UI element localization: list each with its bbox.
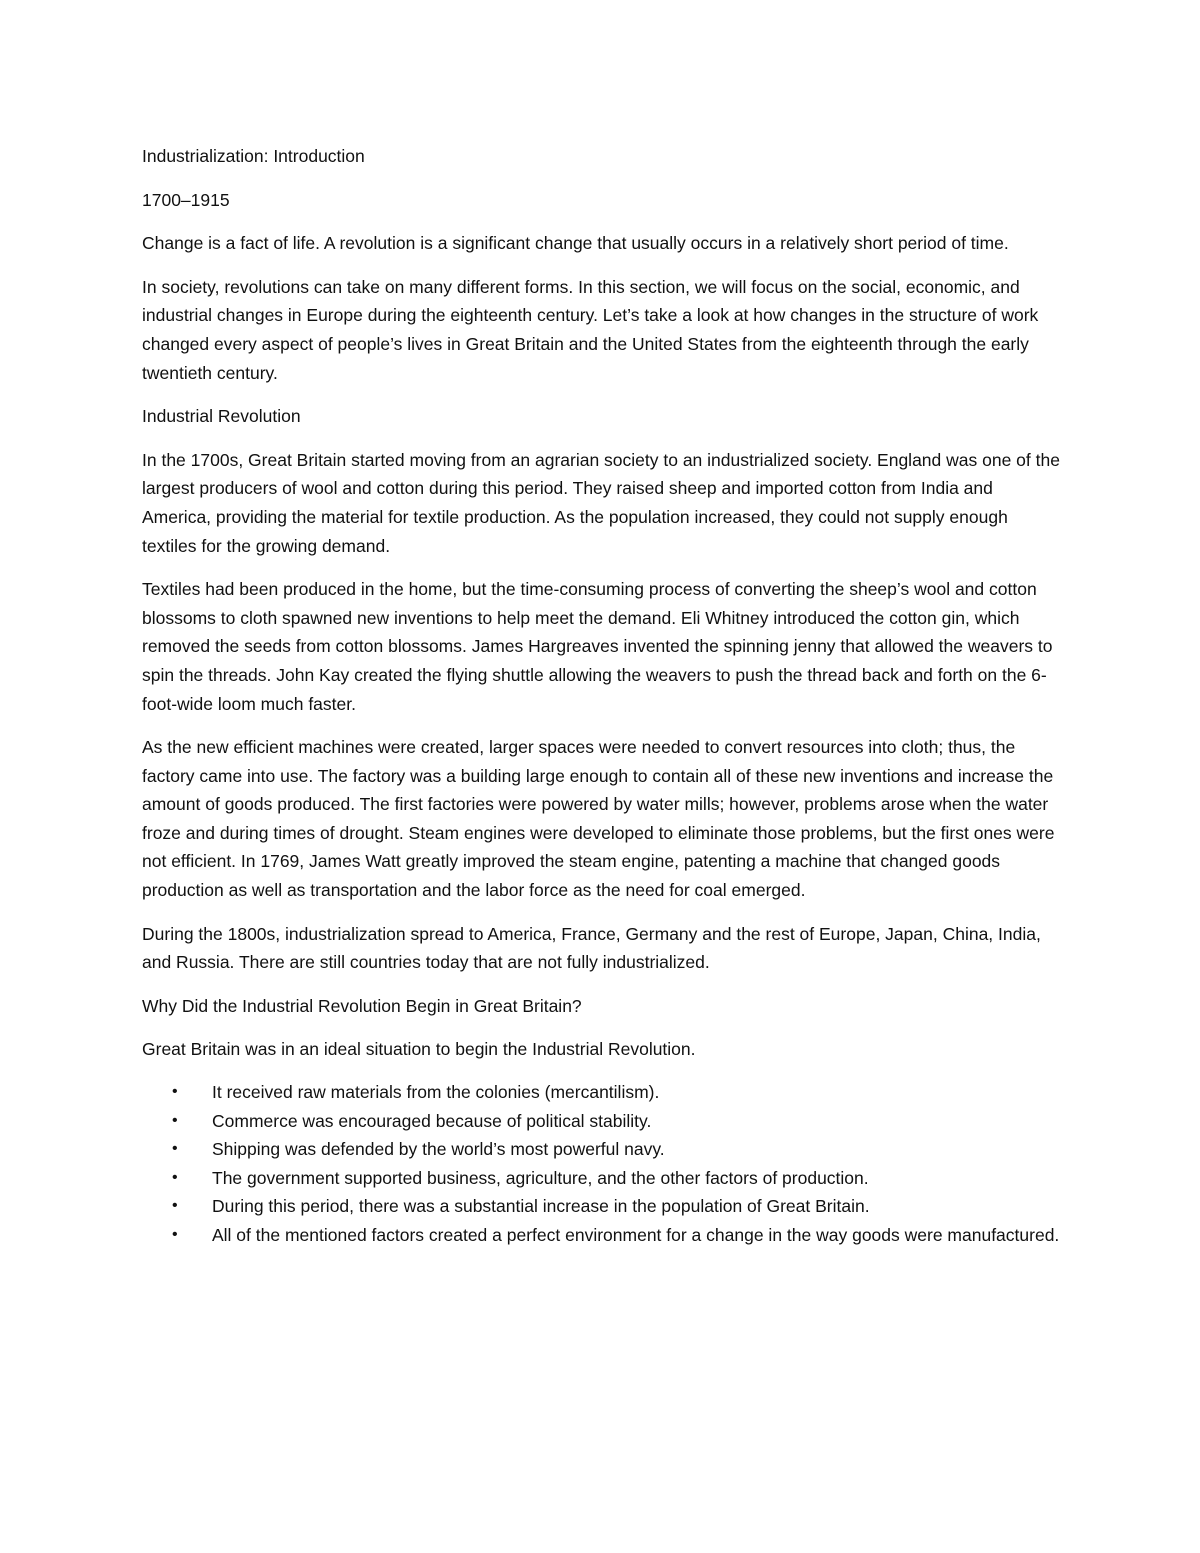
bullet-icon: • — [172, 1140, 178, 1158]
list-item — [142, 1107, 1062, 1136]
document-title: Industrialization: Introduction — [142, 146, 365, 166]
document-page — [142, 142, 1062, 1250]
bullet-icon: • — [172, 1226, 178, 1243]
list-item — [142, 1078, 1062, 1107]
bullet-icon: • — [172, 1083, 178, 1101]
body-paragraph: Textiles had been produced in the home, but the time-consuming process of converting the sheep’s wool and cotton blossoms to cloth spawned new inventions to help meet the demand. Eli Whitney introduced the cotton gin, which removed the seeds from cotton blossoms. James Hargreaves invented the spinning jenny that allowed the weavers to spin the threads. John Kay created the flying shuttle allowing the weavers to push the thread back and forth on the 6-foot-wide loom much faster. — [142, 579, 1053, 714]
bullet-icon: • — [172, 1168, 178, 1186]
date-range: 1700–1915 — [142, 189, 230, 210]
list-item-text: During this period, there was a substantial increase in the population of Great Britain. — [212, 1196, 870, 1217]
bullet-icon: • — [172, 1197, 178, 1215]
body-paragraph: As the new efficient machines were created, larger spaces were needed to convert resources into cloth; thus, the factory came into use. The factory was a building large enough to contain all of these new inventions and increase the amount of goods produced. The first factories were powered by water mills; however, problems arose when the water froze and during times of drought. Steam engines were developed to eliminate those problems, but the first ones were not efficient. In 1769, James Watt greatly improved the steam engine, patenting a machine that changed goods production as well as transportation and the labor force as the need for coal emerged. — [142, 737, 1055, 901]
body-paragraph: In the 1700s, Great Britain started moving from an agrarian society to an industrialized society. England was one of the largest producers of wool and cotton during this period. They raised sheep and imported cotton from India and America, providing the material for textile production. As the population increased, they could not supply enough textiles for the growing demand. — [142, 449, 1060, 556]
list-item — [142, 1192, 1062, 1221]
factors-list — [142, 1078, 1062, 1250]
body-paragraph: During the 1800s, industrialization spread to America, France, Germany and the rest of Europe, Japan, China, India, and Russia. There are still countries today that are not fully industrialized. — [142, 923, 1041, 973]
list-item-text: All of the mentioned factors created a perfect environment for a change in the way goods were manufactured. — [212, 1225, 1060, 1245]
section-heading-why-great-britain: Why Did the Industrial Revolution Begin in Great Britain? — [142, 995, 582, 1016]
intro-paragraph: Change is a fact of life. A revolution is a significant change that usually occurs in a relatively short period of time. — [142, 233, 1009, 254]
section-heading-industrial-revolution: Industrial Revolution — [142, 406, 301, 427]
list-item-text: It received raw materials from the colonies (mercantilism). — [212, 1082, 660, 1103]
section-intro: Great Britain was in an ideal situation to begin the Industrial Revolution. — [142, 1039, 696, 1060]
list-item — [142, 1221, 1062, 1250]
list-item — [142, 1164, 1062, 1193]
intro-paragraph: In society, revolutions can take on many different forms. In this section, we will focus on the social, economic, and industrial changes in Europe during the eighteenth century. Let’s take a look at how changes in the structure of work changed every aspect of people’s lives in Great Britain and the United States from the eighteenth through the early twentieth century. — [142, 276, 1039, 383]
list-item-text: Shipping was defended by the world’s most powerful navy. — [212, 1139, 665, 1160]
list-item-text: The government supported business, agriculture, and the other factors of production. — [212, 1167, 869, 1188]
list-item-text: Commerce was encouraged because of political stability. — [212, 1110, 652, 1131]
bullet-icon: • — [172, 1111, 178, 1129]
list-item — [142, 1135, 1062, 1164]
